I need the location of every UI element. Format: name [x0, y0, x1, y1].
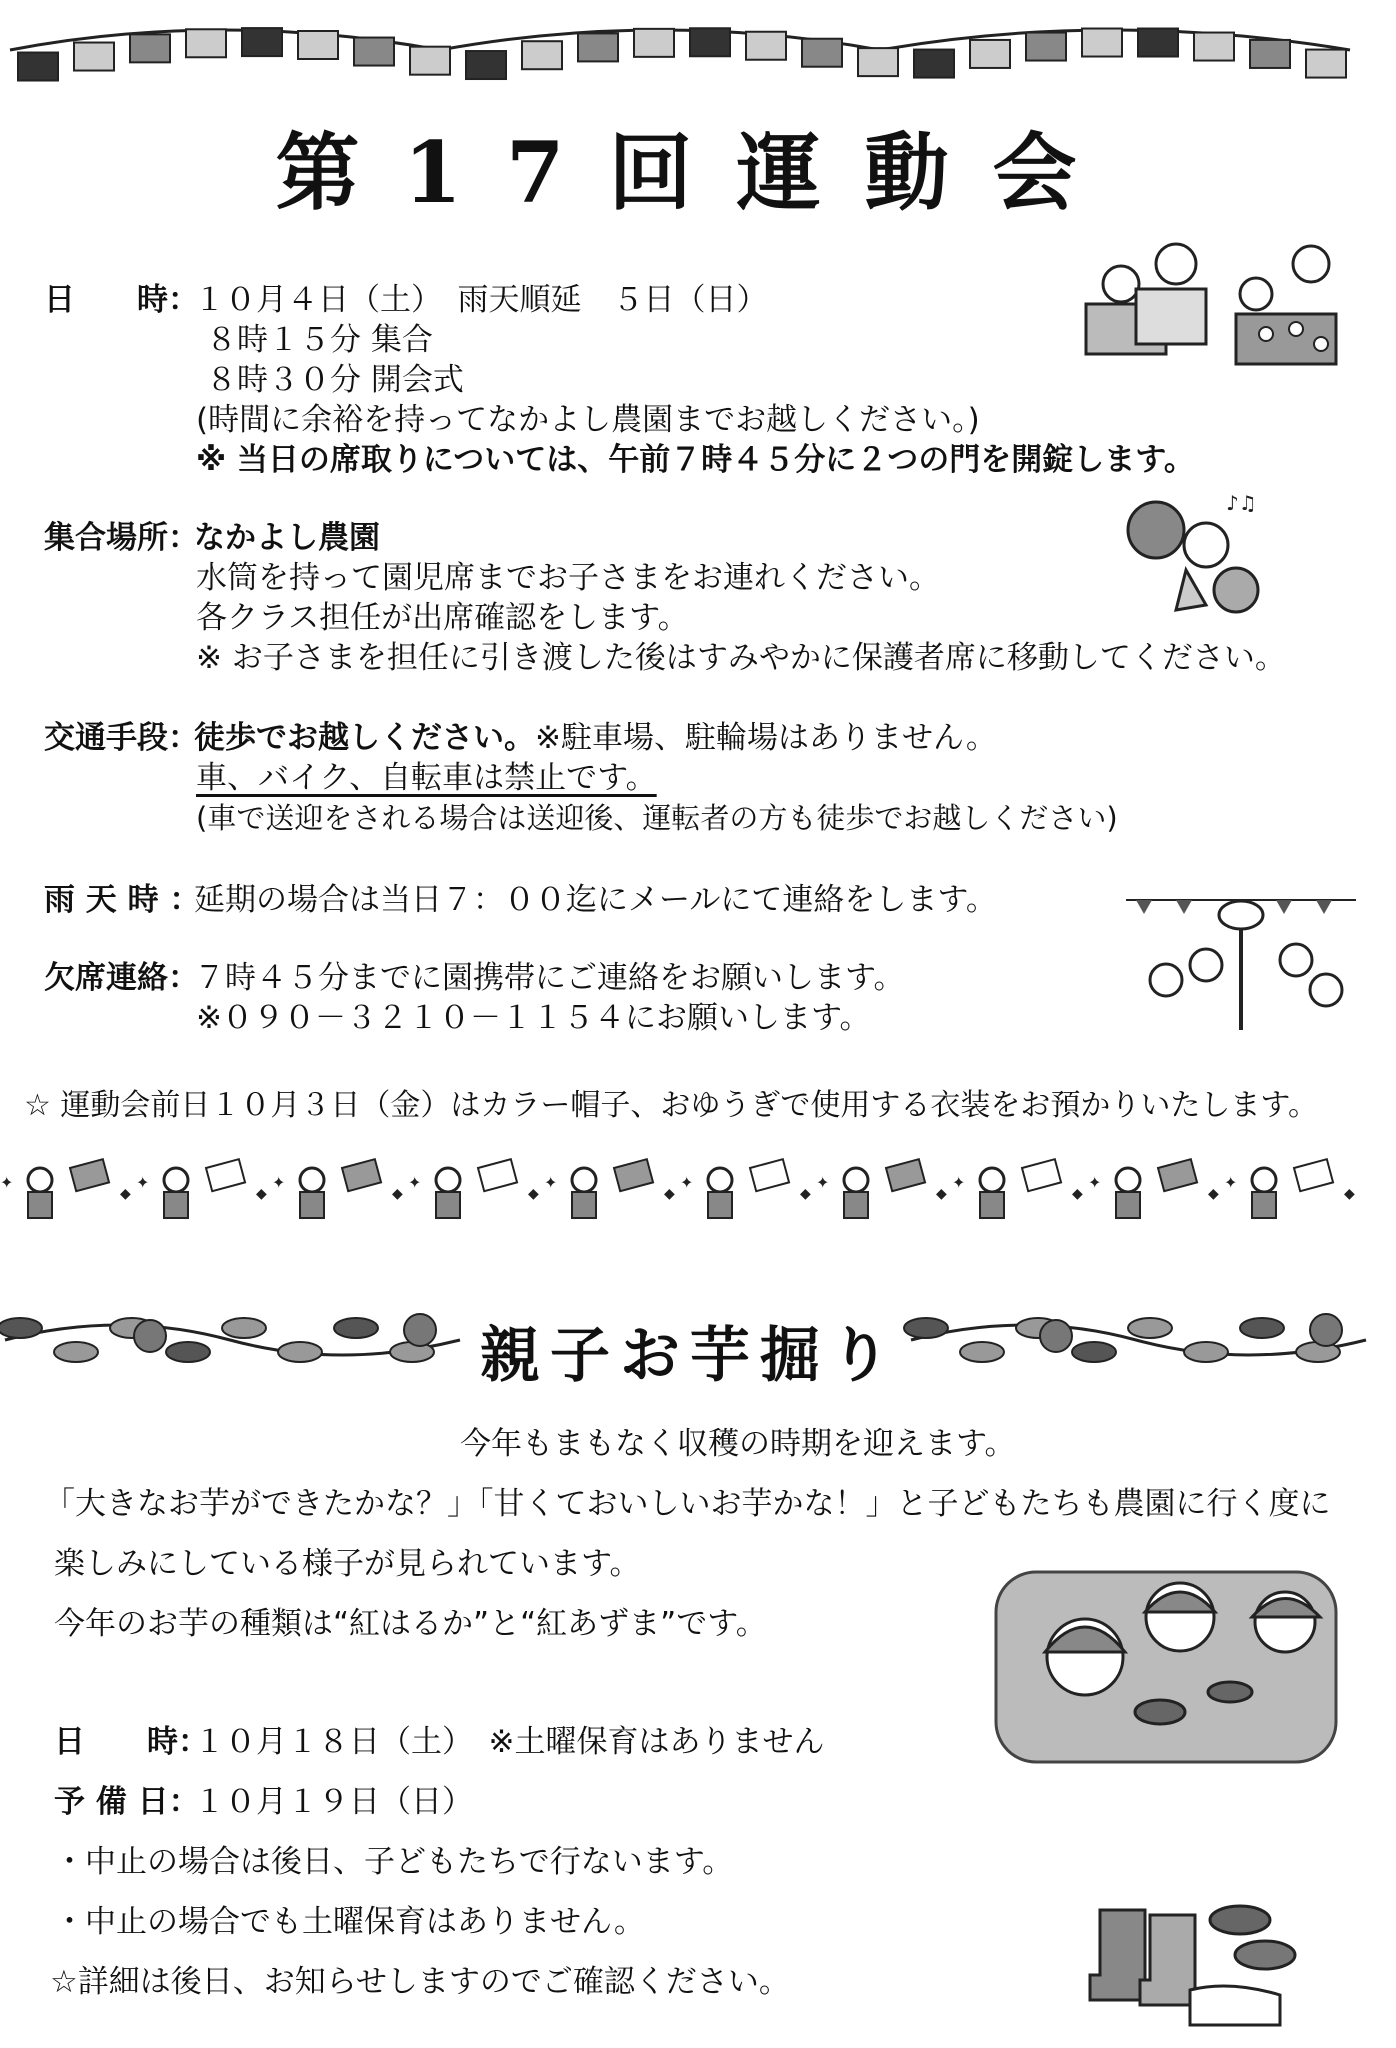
bunting-flag [746, 32, 786, 60]
rain-line1: 延期の場合は当日７：００迄にメールにて連絡をします。 [194, 882, 997, 918]
imohori-bullet2: ・中止の場合でも土曜保育はありません。 [54, 1904, 645, 1940]
bunting-flag [242, 28, 282, 56]
bunting-flag [634, 29, 674, 57]
flag-kids-border [0, 1158, 1396, 1228]
potato-digging-illustration [990, 1562, 1350, 1772]
potato-leaf [166, 1342, 210, 1362]
cheerleader-illustration [1116, 490, 1266, 620]
bunting-flag [466, 51, 506, 79]
imohori-title: 親子お芋掘り [480, 1321, 900, 1391]
bunting-flag [1194, 33, 1234, 61]
bunting-flag [522, 41, 562, 69]
bunting-flag [130, 34, 170, 62]
bunting-flag [298, 31, 338, 59]
flag-kid [816, 1159, 947, 1218]
flag-kid [1224, 1159, 1355, 1218]
undokai-note: ☆ 運動会前日１０月３日（金）はカラー帽子、おゆうぎで使用する衣装をお預かりいたします。 [24, 1088, 1319, 1123]
place-label: 集合場所： [44, 520, 199, 556]
svg-text:◆: ◆ [392, 1186, 403, 1202]
bunting-flag [1306, 50, 1346, 78]
imohori-date-row [54, 1722, 824, 1762]
bunting-flag [914, 50, 954, 78]
bunting-flag [858, 48, 898, 76]
absence-row [44, 958, 905, 998]
imohori-intro2: 「大きなお芋ができたかな？」「甘くておいしいお芋かな！」と子どもたちも農園に行く度に [44, 1486, 1331, 1522]
mole [1040, 1320, 1072, 1352]
flag-kid [680, 1159, 811, 1218]
date-line2: ８時１５分 集合 [206, 322, 433, 358]
bunting-flag [1250, 40, 1290, 68]
svg-text:✦: ✦ [1088, 1173, 1102, 1192]
date-line1: １０月４日（土） 雨天順延 ５日（日） [194, 282, 768, 318]
boots-gloves-illustration [1080, 1880, 1310, 2040]
imohori-intro3: 楽しみにしている様子が見られています。 [54, 1546, 641, 1582]
date-label: 日 時： [44, 282, 199, 318]
svg-text:◆: ◆ [800, 1186, 811, 1202]
svg-text:◆: ◆ [1072, 1186, 1083, 1202]
date-line4: (時間に余裕を持ってなかよし農園までお越しください。) [196, 402, 980, 438]
date-row [44, 280, 768, 320]
bunting-flag [970, 40, 1010, 68]
bunting-flag [578, 33, 618, 61]
svg-text:◆: ◆ [1208, 1186, 1219, 1202]
transport-line1b: ※駐車場、駐輪場はありません。 [535, 720, 997, 756]
svg-text:✦: ✦ [816, 1173, 830, 1192]
bunting-flag [18, 53, 58, 81]
bunting-flag [802, 39, 842, 67]
bunting-flag [1026, 33, 1066, 61]
place-line2: 水筒を持って園児席までお子さまをお連れください。 [196, 560, 940, 596]
imohori-date-label: 日 時： [54, 1724, 209, 1760]
svg-text:◆: ◆ [528, 1186, 539, 1202]
potato-leaf [54, 1342, 98, 1362]
flag-kid [1088, 1159, 1219, 1218]
svg-text:✦: ✦ [544, 1173, 558, 1192]
flag-kid [408, 1159, 539, 1218]
sweet-potato-border-right [906, 1300, 1376, 1380]
imohori-reserve-row [54, 1782, 473, 1822]
transport-line3: (車で送迎をされる場合は送迎後、運転者の方も徒歩でお越しください) [196, 801, 1118, 835]
rain-row [44, 880, 997, 920]
transport-row [44, 718, 997, 758]
svg-text:◆: ◆ [936, 1186, 947, 1202]
svg-text:◆: ◆ [120, 1186, 131, 1202]
potato-leaf [0, 1318, 42, 1338]
potato-leaf [960, 1342, 1004, 1362]
svg-text:✦: ✦ [952, 1173, 966, 1192]
sweet-potato-border-left [0, 1300, 470, 1380]
mole [134, 1320, 166, 1352]
bunting-flag [74, 43, 114, 71]
flag-kid [544, 1159, 675, 1218]
svg-text:✦: ✦ [1224, 1173, 1238, 1192]
potato-leaf [1128, 1318, 1172, 1338]
imohori-bullet1: ・中止の場合は後日、子どもたちで行ないます。 [54, 1844, 734, 1880]
absence-line1: ７時４５分までに園携帯にご連絡をお願いします。 [194, 960, 905, 996]
potato-leaf [222, 1318, 266, 1338]
potato-leaf [1072, 1342, 1116, 1362]
imohori-reserve-value: １０月１９日（日） [194, 1784, 473, 1820]
bunting-flag [690, 28, 730, 56]
potato-leaf [1240, 1318, 1284, 1338]
date-line3: ８時３０分 開会式 [206, 362, 464, 398]
potato-leaf [904, 1318, 948, 1338]
place-line4: ※ お子さまを担任に引き渡した後はすみやかに保護者席に移動してください。 [196, 640, 1286, 676]
flag-kid [952, 1159, 1083, 1218]
bunting-flag [410, 47, 450, 75]
bunting-flag [354, 38, 394, 66]
bunting-flag [1138, 29, 1178, 57]
imohori-intro4: 今年のお芋の種類は“紅はるか”と“紅あずま”です。 [54, 1606, 767, 1642]
svg-text:✦: ✦ [272, 1173, 286, 1192]
transport-line2: 車、バイク、自転車は禁止です。 [196, 760, 657, 796]
page-title: 第17回運動会 [275, 123, 1121, 222]
imohori-reserve-label: 予 備 日： [54, 1784, 200, 1820]
bunting-flags-top [0, 0, 1396, 90]
imohori-date-value: １０月１８日（土） ※土曜保育はありません [194, 1724, 825, 1760]
children-race-illustration [1066, 234, 1356, 389]
mole [1310, 1314, 1342, 1346]
svg-text:✦: ✦ [0, 1173, 14, 1192]
absence-label: 欠席連絡： [44, 960, 199, 996]
rain-label: 雨 天 時 ： [44, 882, 201, 918]
mole [404, 1314, 436, 1346]
potato-leaf [334, 1318, 378, 1338]
svg-text:♪♫: ♪♫ [1226, 491, 1257, 515]
svg-text:◆: ◆ [664, 1186, 675, 1202]
svg-text:◆: ◆ [256, 1186, 267, 1202]
svg-text:◆: ◆ [1344, 1186, 1355, 1202]
bunting-flag [186, 29, 226, 57]
svg-text:✦: ✦ [680, 1173, 694, 1192]
imohori-closing: ☆詳細は後日、お知らせしますのでご確認ください。 [50, 1964, 790, 2000]
transport-label: 交通手段： [44, 720, 199, 756]
ball-toss-illustration [1126, 880, 1366, 1040]
bunting-flag [1082, 29, 1122, 57]
place-row [44, 518, 380, 558]
potato-leaf [278, 1342, 322, 1362]
potato-leaf [1184, 1342, 1228, 1362]
date-line5: ※ 当日の席取りについては、午前７時４５分に２つの門を開錠します。 [196, 442, 1195, 478]
flag-kid [0, 1159, 131, 1218]
flag-kid [272, 1159, 403, 1218]
transport-line1a: 徒歩でお越しください。 [194, 720, 535, 756]
place-line1: なかよし農園 [194, 520, 380, 556]
imohori-intro1: 今年もまもなく収穫の時期を迎えます。 [460, 1426, 1016, 1462]
svg-text:✦: ✦ [136, 1173, 150, 1192]
svg-text:✦: ✦ [408, 1173, 422, 1192]
flag-kid [136, 1159, 267, 1218]
place-line3: 各クラス担任が出席確認をします。 [196, 600, 689, 636]
absence-line2: ※０９０－３２１０－１１５４にお願いします。 [196, 1000, 871, 1036]
